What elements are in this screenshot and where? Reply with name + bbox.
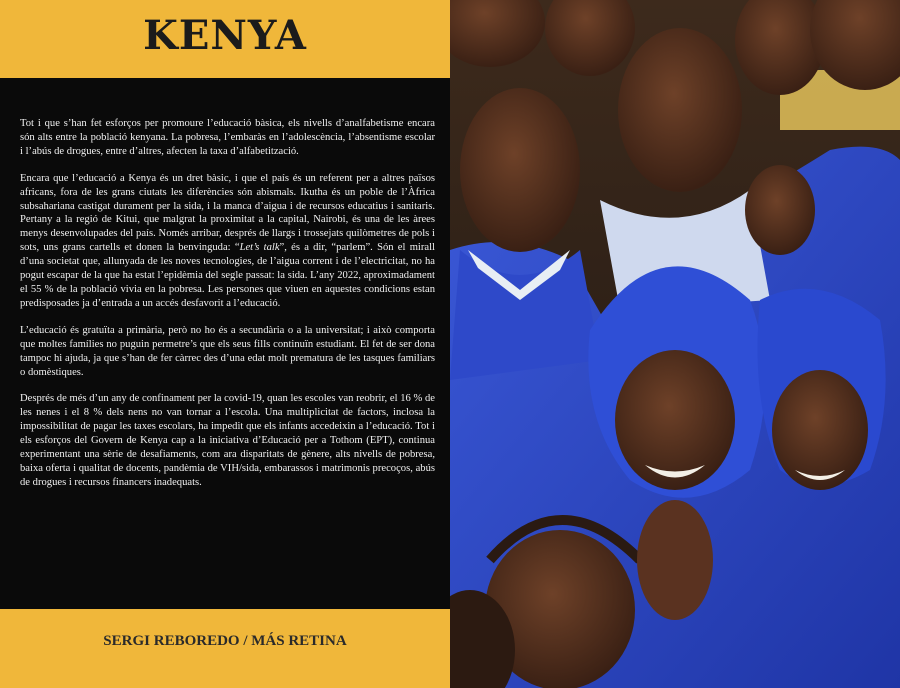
children-photo-illustration <box>450 0 900 688</box>
credit-band <box>0 609 450 688</box>
paragraph-4: Després de més d’un any de confinament per la covid-19, quan les escoles van reobrir, el 16 % de les nenes i el 8 % dels nens no van tornar a l’escola. Una multiplicitat de factors, inclosa la impossibilitat de pagar les taxes escolars, ha impedit que els infants accedeixin a l’educació. Tot i els esforços del Govern de Kenya cap a la iniciativa d’Educació per a Tothom (EPT), continua experimentant una sèrie de desafiaments, com ara disparitats de gènere, alts nivells de pobresa, baixa oferta i qualitat de docents, pandèmia de VIH/sida, embarassos i matrimonis precoços, abús de drogues i recursos financers inadequats. <box>20 393 435 488</box>
photo-children-group <box>450 0 900 688</box>
paragraph-2 <box>20 172 435 311</box>
paragraph-2-part-a: Encara que l’educació a Kenya és un dret bàsic, i que el país és un referent per a altres països africans, fora de les grans ciutats les diferències són abismals. Ikutha és un poble de l’Àfrica subsahariana castigat durament per la sida, i la manca d’aigua i de recursos educatius i sanitaris. Pertany a la regió de Kitui, que malgrat la proximitat a la capital, Nairobi, és una de les àrees menys desenvolupades del país. Només arribar, després de llargs i trossejats quilòmetres de pols i sots, uns grans cartells et donen la benvinguda: “ <box>20 172 435 254</box>
photo-credit: SERGI REBOREDO / MÁS RETINA <box>103 633 347 649</box>
paragraph-3: L’educació és gratuïta a primària, però no ho és a secundària o a la universitat; i això comporta que moltes famílies no puguin permetre’s que els seus fills continuïn estudiant. El fet de ser dona tampoc hi ajuda, ja que s’han de fer càrrec des d’una edat molt prematura de les tasques familiars o domèstiques. <box>20 324 435 378</box>
paragraph-2-part-b: ”, és a dir, “parlem”. Són el mirall d’una societat que, allunyada de les noves tecnologies, de l’aigua corrent i de l’electricitat, no ha pogut escapar de la que ha estat l’epidèmia del segle passat: la sida. L’any 2022, aproximadament el 55 % de la població vivia en la pobresa. Les persones que viuen en aquestes condicions estan predisposades ja d’entrada a un accés desfavorit a l’educació. <box>20 242 435 309</box>
article-body <box>20 117 435 503</box>
paragraph-1: Tot i que s’han fet esforços per promoure l’educació bàsica, els nivells d’analfabetisme encara són alts entre la població kenyana. La pobresa, l’embaràs en l’adolescència, l’absentisme escolar i l’abús de drogues, entre d’altres, afecten la taxa d’alfabetització. <box>20 118 435 157</box>
title-band <box>0 0 450 78</box>
page-title: KENYA <box>143 12 307 59</box>
quote-lets-talk: Let’s talk <box>239 242 280 254</box>
